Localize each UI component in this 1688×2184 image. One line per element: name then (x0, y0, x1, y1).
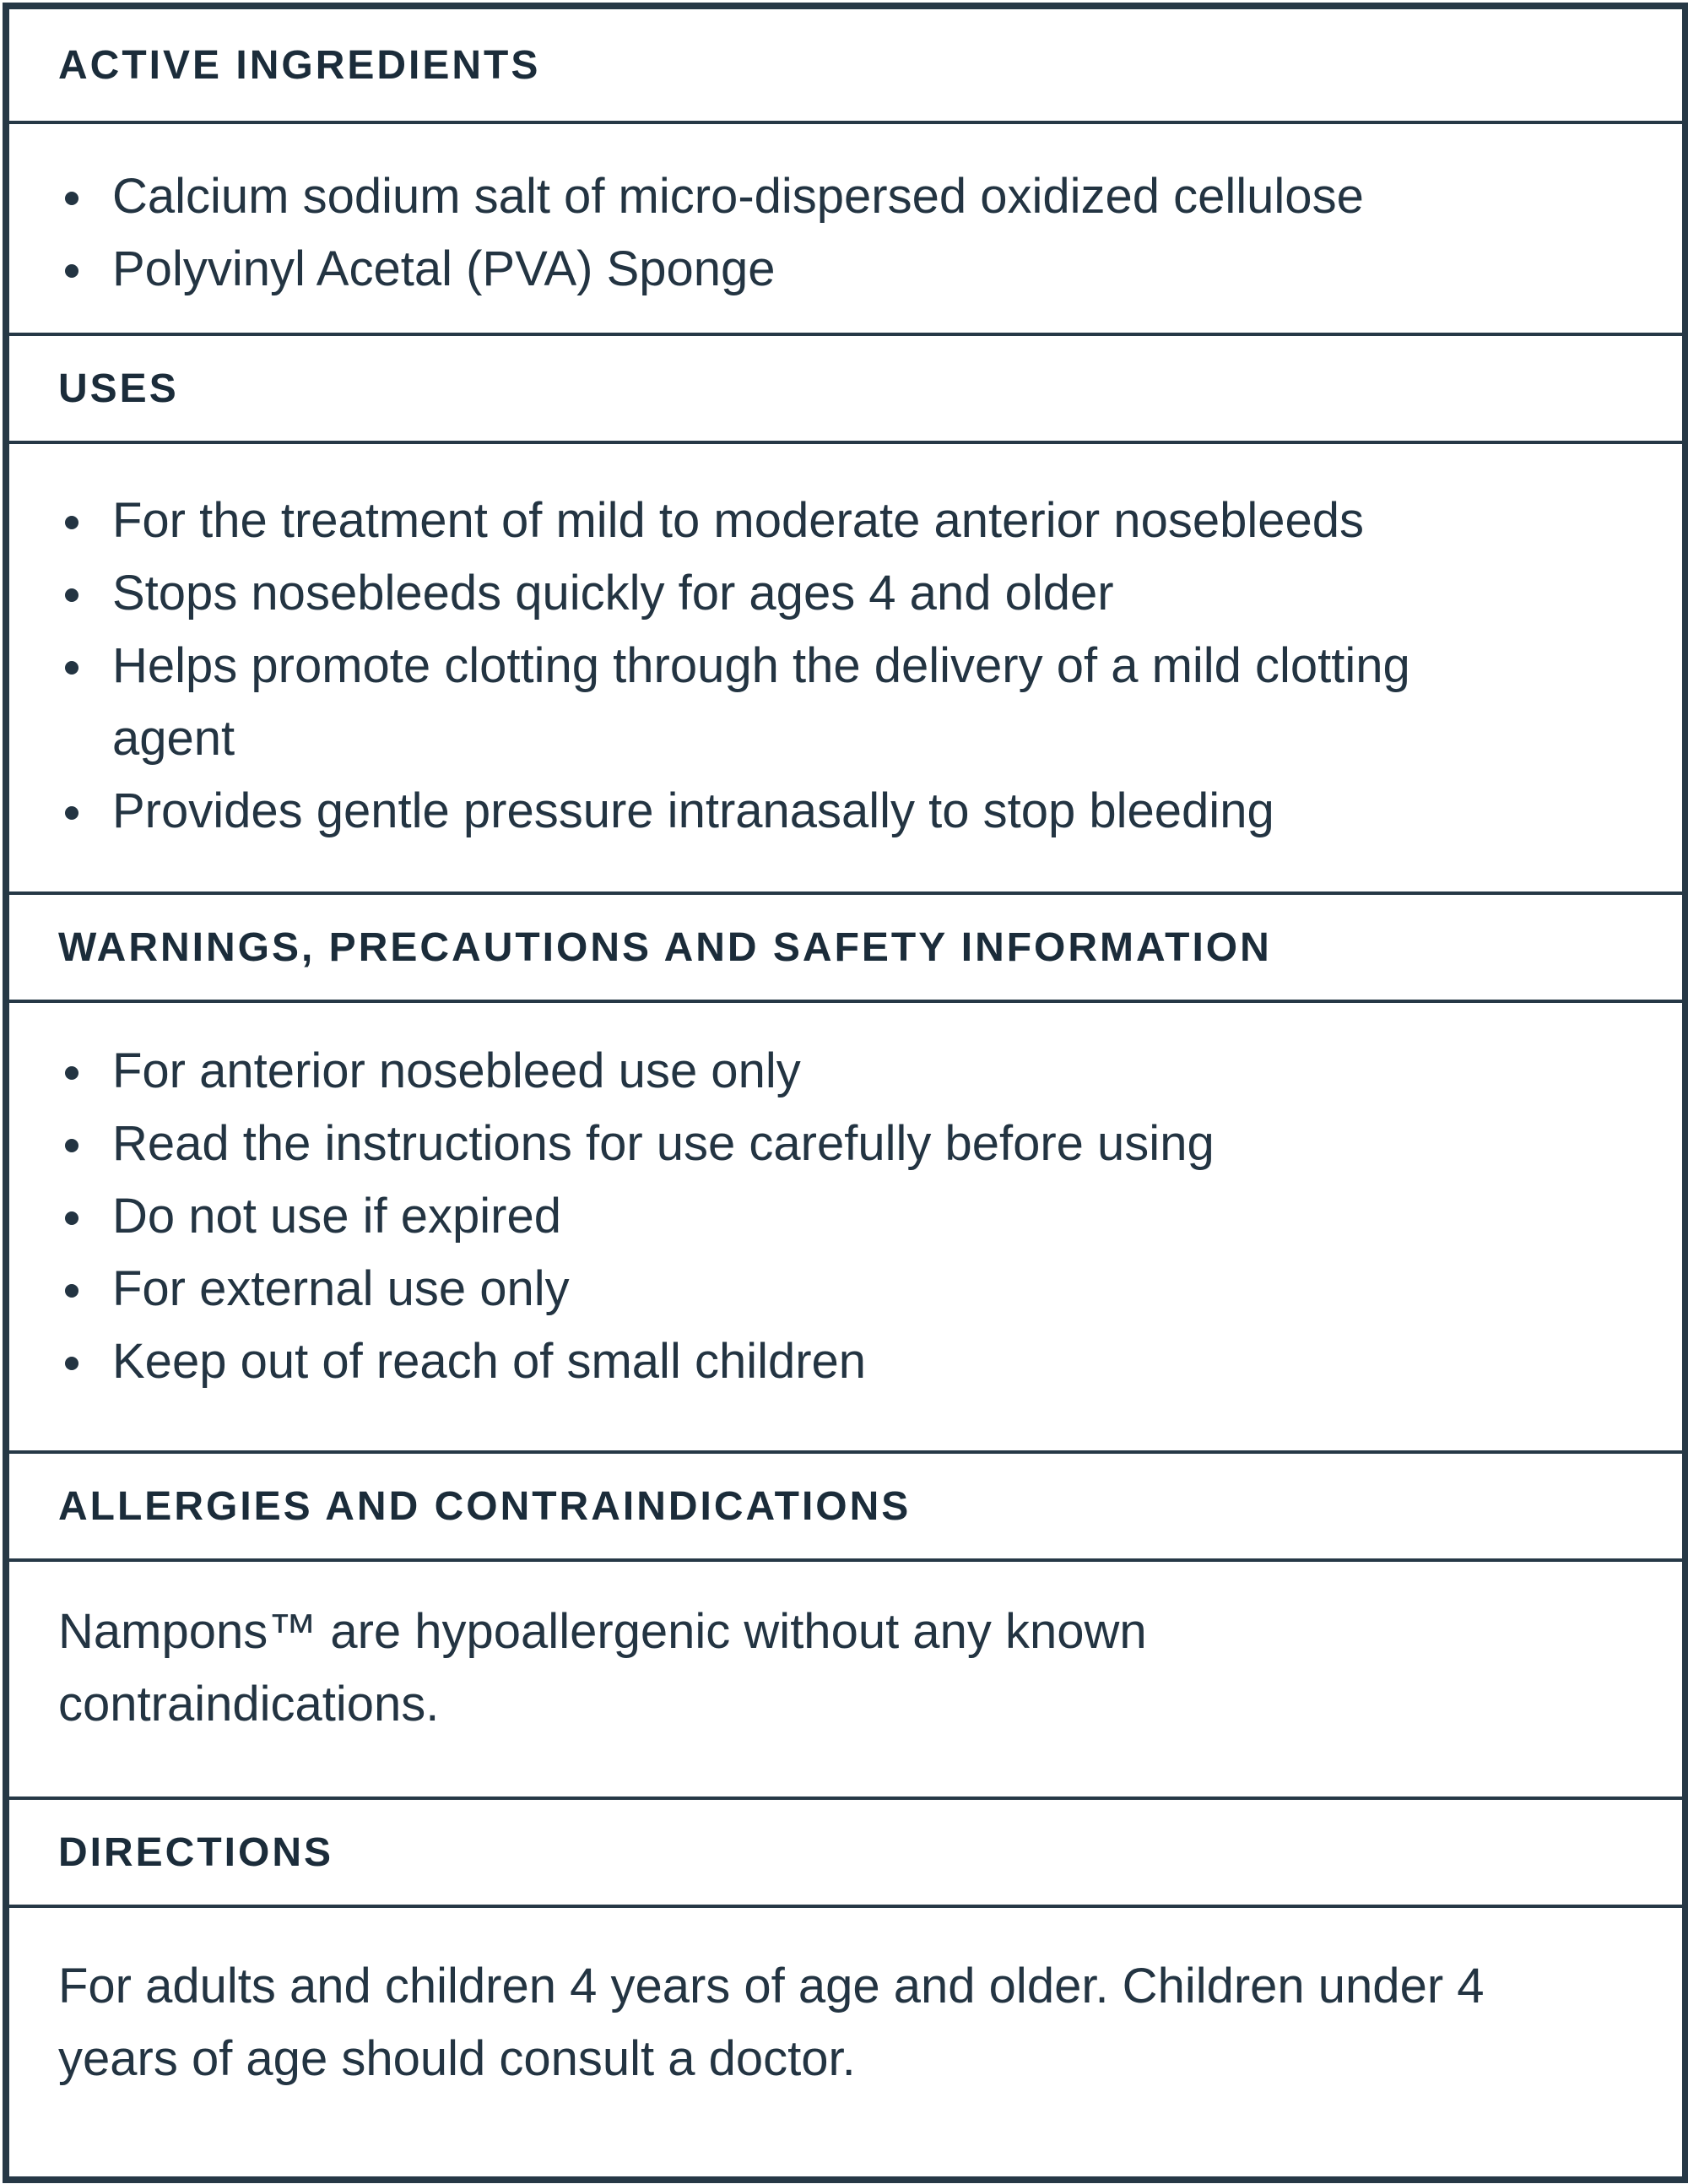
warnings-list (9, 1003, 1682, 1450)
heading-text: WARNINGS, PRECAUTIONS AND SAFETY INFORMATION (58, 924, 1272, 970)
list-item: Provides gentle pressure intranasally to stop bleeding (58, 775, 1633, 848)
heading-text: USES (58, 366, 179, 411)
allergies-text-block (9, 1562, 1682, 1797)
directions-text: For adults and children 4 years of age and older. Children under 4 years of age should consult a doctor. (58, 1959, 1485, 2086)
section-heading-uses (9, 333, 1682, 444)
list-item: For anterior nosebleed use only (58, 1035, 1633, 1108)
heading-text: ALLERGIES AND CONTRAINDICATIONS (58, 1483, 912, 1529)
section-heading-allergies (9, 1450, 1682, 1562)
allergies-text: Nampons™ are hypoallergenic without any known contraindications. (58, 1604, 1147, 1731)
section-heading-active-ingredients (9, 9, 1682, 124)
directions-text-block (9, 1908, 1682, 2176)
heading-text: ACTIVE INGREDIENTS (58, 42, 541, 88)
list-item: Stops nosebleeds quickly for ages 4 and older (58, 557, 1633, 630)
list-item: For external use only (58, 1253, 1633, 1325)
active-ingredients-list (9, 124, 1682, 333)
list-item: Polyvinyl Acetal (PVA) Sponge (58, 233, 1633, 306)
product-info-panel (3, 3, 1688, 2183)
section-heading-warnings (9, 891, 1682, 1003)
list-item: Helps promote clotting through the delivery of a mild clotting agent (58, 630, 1446, 775)
list-item: Keep out of reach of small children (58, 1325, 1633, 1398)
list-item: Calcium sodium salt of micro-dispersed oxidized cellulose (58, 160, 1633, 233)
heading-text: DIRECTIONS (58, 1829, 334, 1875)
section-heading-directions (9, 1797, 1682, 1908)
list-item: For the treatment of mild to moderate anterior nosebleeds (58, 485, 1633, 557)
list-item: Read the instructions for use carefully before using (58, 1108, 1633, 1180)
list-item: Do not use if expired (58, 1180, 1633, 1253)
uses-list (9, 444, 1682, 891)
